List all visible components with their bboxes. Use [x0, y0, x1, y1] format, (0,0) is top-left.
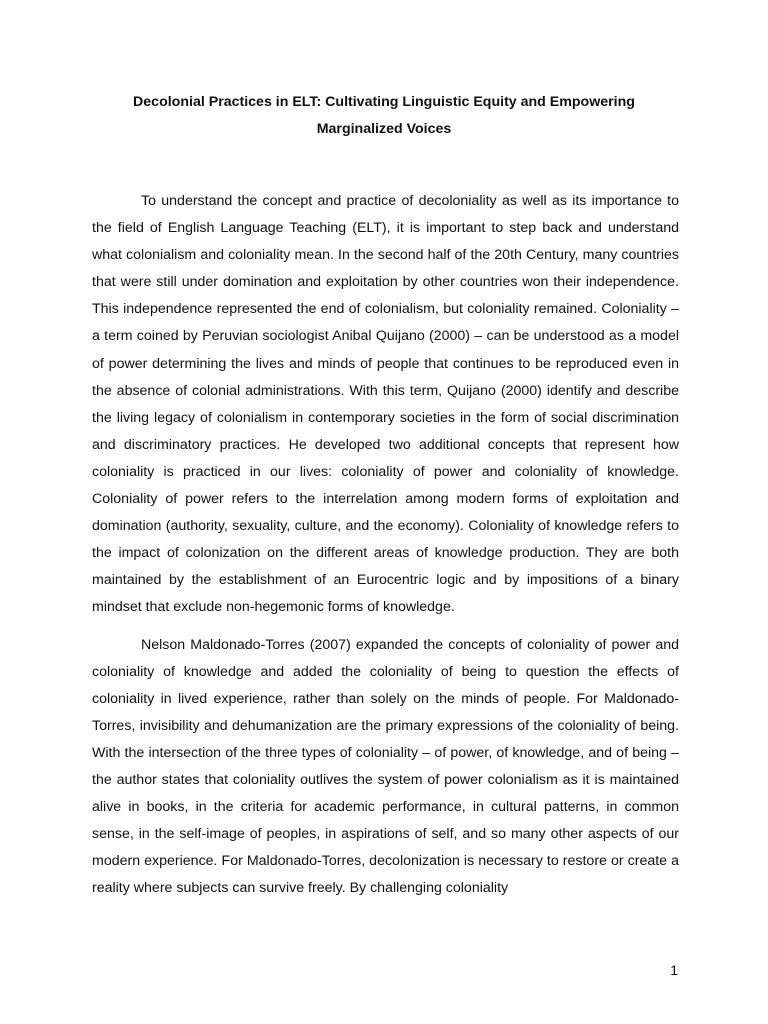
- paragraph-2: Nelson Maldonado-Torres (2007) expanded the concepts of coloniality of power and coloniality of knowledge and added the coloniality of being to question the effects of coloniality in lived experience, rather than solely on the minds of people. For Maldonado-Torres, invisibility and dehumanization are the primary expressions of the coloniality of being. With the intersection of the three types of coloniality – of power, of knowledge, and of being – the author states that coloniality outlives the system of power colonialism as it is maintained alive in books, in the criteria for academic performance, in cultural patterns, in common sense, in the self-image of peoples, in aspirations of self, and so many other aspects of our modern experience. For Maldonado-Torres, decolonization is necessary to restore or create a reality where subjects can survive freely. By challenging coloniality: [92, 636, 679, 897]
- document-body: [92, 188, 679, 902]
- paragraph-1: To understand the concept and practice of decoloniality as well as its importance to the field of English Language Teaching (ELT), it is important to step back and understand what colonialism and coloniality mean. In the second half of the 20th Century, many countries that were still under domination and exploitation by other countries won their independence. This independence represented the end of colonialism, but coloniality remained. Coloniality – a term coined by Peruvian sociologist Anibal Quijano (2000) – can be understood as a model of power determining the lives and minds of people that continues to be reproduced even in the absence of colonial administrations. With this term, Quijano (2000) identify and describe the living legacy of colonialism in contemporary societies in the form of social discrimination and discriminatory practices. He developed two additional concepts that represent how coloniality is practiced in our lives: coloniality of power and coloniality of knowledge. Coloniality of power refers to the interrelation among modern forms of exploitation and domination (authority, sexuality, culture, and the economy). Coloniality of knowledge refers to the impact of colonization on the different areas of knowledge production. They are both maintained by the establishment of an Eurocentric logic and by impositions of a binary mindset that exclude non-hegemonic forms of knowledge.: [92, 193, 679, 616]
- document-title-line-2: Marginalized Voices: [316, 121, 452, 137]
- page-number: 1: [670, 962, 678, 978]
- document-title: [92, 89, 676, 143]
- document-title-line-1: Decolonial Practices in ELT: Cultivating Linguistic Equity and Empowering: [133, 94, 635, 110]
